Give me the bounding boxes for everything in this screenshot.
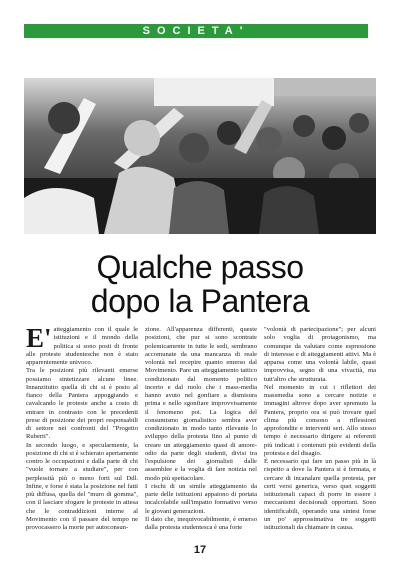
drop-cap: E' <box>26 323 52 353</box>
page-number: 17 <box>193 544 207 556</box>
article-body <box>26 323 376 536</box>
crowd-protest-photo <box>24 78 376 234</box>
headline-line-2: dopo la Pantera <box>90 283 310 319</box>
paragraph: zione. All'apparenza differenti, queste posizioni, che pur si sono scontrate polemicamente in tutte le sedi, sembrano accomunate da una mancanza di reale volontà nel recepire quanto emerso dal Movimento. Pare un atteggiamento tattico condizionato dal momento politico incerto e dal ruolo che i mass-media hanno avuto nel gonfiare a dismisura prima e nello sgonfiare improvvisamente il fenomeno poi. La logica del consumismo giornalistico sembra aver condizionato in modo tanto rilevante lo sviluppo della protesta fino al punto di creare un atteggiamento quasi di amore-odio da parte degli studenti, divisi tra l'espulsione dei giornalisti dalle assemblee e la voglia di fare notizia nel modo più spettacolare. <box>145 326 257 482</box>
paragraph: Il dato che, inequivocabilmente, è emerso dalla protesta studentesca è una forte <box>145 515 257 531</box>
paragraph: È necessario qui fare un passo più in là rispetto a dove la Pantera si è fermata, e cercare di incanalare quella protesta, per certi versi generica, verso quei soggetti istituzionali capaci di porre in essere i meccanismi decisionali opportuni. Sono identificabili, operando una sintesi forse un po' approssimativa tre soggetti istituzionali da chiamare in causa. <box>264 458 376 531</box>
column-2 <box>145 326 257 536</box>
paragraph: "volontà di partecipazione"; per alcuni solo voglia di protagonismo, ma comunque da valutare come espressione di interesse e di atteggiamenti attivi. Ma è apparsa come una volontà labile, quasi improvvisa, segno di una vivacità, ma tutt'altro che strutturata. <box>264 326 376 383</box>
headline-line-1: Qualche passo <box>96 249 304 285</box>
column-3 <box>264 326 376 536</box>
paragraph: I rischi di un simile atteggiamento da parte delle istituzioni appaiono di portata incalcolabile sull'impatto formativo verso le giovani generazioni. <box>145 482 257 515</box>
paragraph: atteggiamento con il quale le istituzioni e il mondo della politica si sono posti di fronte alle proteste studentesche non è stato apparentemente univoco. <box>26 326 138 366</box>
section-header: SOCIETA' <box>24 24 368 38</box>
paragraph: In secondo luogo, e specularmente, la posizione di chi si è schierato apertamente contro le occupazioni e dalla parte di chi "vuole tornare a studiare", per con perplessità più o meno forti sul Ddl. Infine, e forse è stata la posizione nel fatti più diffusa, quella del "muro di gomma", con il lasciare sfogare le proteste in attesa che le contraddizioni interne al Movimento con il passare del tempo ne provocassero la morte per autoconsun- <box>26 441 138 531</box>
paragraph: Nel momento in cui i riflettori dei massmedia sono a cercare notizie e immagini altrove dopo aver spremuto la Pantera, proprio ora si può trovare quel clima più consono a riflessioni approfondite e interventi seri. Allo stesso tempo è necessario dirigere ai referenti più indicati i contenuti più evidenti della protesta e del disagio. <box>264 383 376 457</box>
column-1 <box>26 323 138 536</box>
article-headline <box>24 250 376 318</box>
paragraph: Tra le posizioni più rilevanti emerse possiamo sintetizzare alcune linee. Innanzitutto quella di chi si è posto al fianco della Pantera appoggiando e cavalcando le proteste anche a costo di entrare in contrasto con le precedenti prese di posizione dei propri responsabili di settore nei confronti del "Progetto Ruberti". <box>26 367 138 441</box>
